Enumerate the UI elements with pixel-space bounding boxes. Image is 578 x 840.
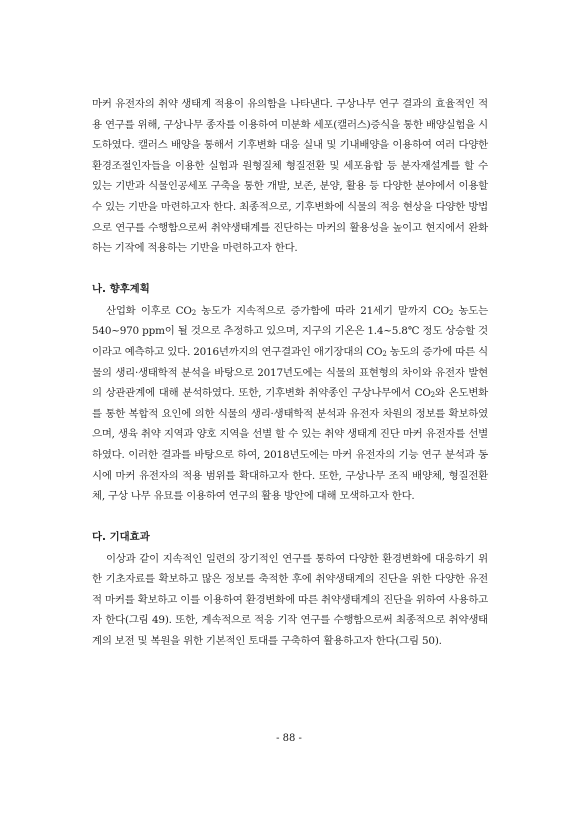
expected-effects-paragraph: 이상과 같이 지속적인 일련의 장기적인 연구를 통하여 다양한 환경변화에 대응하기 위한 기초자료를 확보하고 많은 정보를 축적한 후에 취약생태계의 진단을 위한 다양한 유전적 마커를 확보하고 이를 이용하여 환경변화에 따른 취약생태계의 진단을 위하여 사용하고자 한다(그림 49). 또한, 계속적으로 적응 기작 연구를 수행함으로써 최종적으로 취약생태계의 보전 및 복원을 위한 기본적인 토대를 구축하여 활용하고자 한다(그림 50).	[92, 552, 488, 648]
subscript: 2	[448, 308, 454, 317]
section-heading-future-plan: 나. 향후계획	[92, 282, 150, 295]
text-run: 와 온도변화를 통한 복합적 요인에 의한 식물의 생리·생태학적 분석과 유전자 차원의 정보를 확보하였으며, 생육 취약 지역과 양호 지역을 선별 할 수 있는 취약 생태계 진단 마커 유전자를 선별하였다. 이러한 결과를 바탕으로 하여, 2018년도에는 마커 유전자의 기능 연구 분석과 동시에 마커 유전자의 적용 범위를 확대하고자 한다. 또한, 구상나무 조직 배양체, 형질전환체, 구상 나무 유묘를 이용하여 연구의 활용 방안에 대해 모색하고자 한다.	[92, 387, 488, 503]
subscript: 2	[382, 349, 387, 358]
page-number: - 88 -	[276, 733, 302, 744]
text-run: 농도의 증가에 따른 식물의 생리·생태학적 분석을 바탕으로 2017년도에는 식물의 표현형의 차이와 유전자 발현의 상관관계에 대해 분석하였다. 또한, 기후변화 취약종인 구상나무에서 CO	[92, 345, 488, 400]
subscript: 2	[430, 391, 435, 400]
intro-paragraph: 마커 유전자의 취약 생태계 적용이 유의함을 나타낸다. 구상나무 연구 결과의 효율적인 적용 연구를 위해, 구상나무 종자를 이용하여 미분화 세포(캘러스)증식을 통한 배양실험을 시도하였다. 캘러스 배양을 통해서 기후변화 대응 실내 및 기내배양을 이용하여 여러 다양한 환경조절인자들을 이용한 실험과 원형질체 형질전환 및 세포융합 등 분자재설계를 할 수 있는 기반과 식물인공세포 구축을 통한 개발, 보존, 분양, 활용 등 다양한 분야에서 이용할 수 있는 기반을 마련하고자 한다. 최종적으로, 기후변화에 식물의 적응 현상을 다양한 방법으로 연구를 수행함으로써 취약생태계를 진단하는 마커의 활용성을 높이고 현지에서 완화하는 기작에 적용하는 기반을 마련하고자 한다.	[92, 98, 488, 255]
future-plan-paragraph	[92, 301, 488, 507]
section-heading-expected-effects: 다. 기대효과	[92, 530, 150, 543]
subscript: 2	[191, 308, 196, 317]
text-run: 산업화 이후로 CO	[106, 304, 192, 317]
text-run: 농도는 540~970 ppm이 될 것으로 추정하고 있으며, 지구의 기온은 1.4~5.8℃ 정도 상승할 것이라고 예측하고 있다. 2016년까지의 연구결과인 애기장대의 CO	[92, 304, 488, 358]
document-body	[92, 94, 488, 652]
text-run: 농도가 지속적으로 증가함에 따라 21세기 말까지 CO	[195, 304, 449, 317]
